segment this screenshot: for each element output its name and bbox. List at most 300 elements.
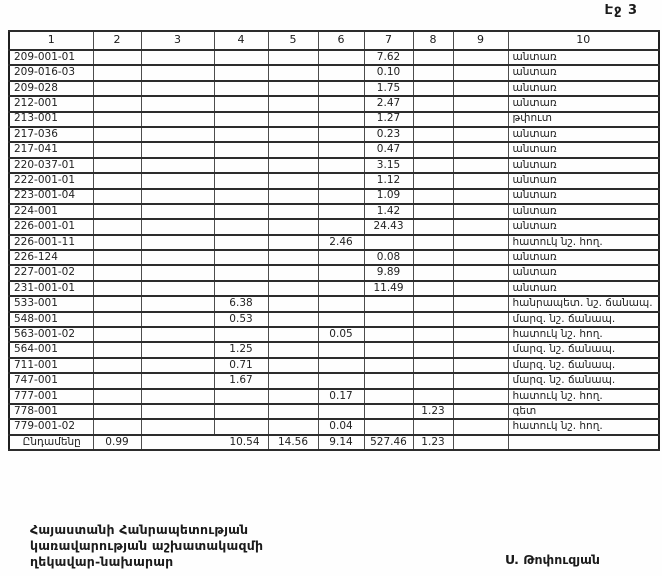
area-value-cell: [93, 127, 141, 142]
area-value-cell: [93, 65, 141, 80]
area-value-cell: [141, 312, 214, 327]
area-value-cell: [141, 296, 214, 311]
land-type-cell: անտառ: [508, 96, 659, 111]
area-value-cell: [318, 173, 364, 188]
area-value-cell: 1.67: [214, 373, 268, 388]
area-value-cell: [141, 373, 214, 388]
area-value-cell: [453, 265, 508, 280]
parcel-row: [9, 81, 659, 96]
area-value-cell: [453, 158, 508, 173]
area-value-cell: [141, 142, 214, 157]
area-value-cell: [318, 127, 364, 142]
area-value-cell: [318, 112, 364, 127]
land-type-cell: հանրապետ. նշ. ճանապ.: [508, 296, 659, 311]
land-type-cell: անտառ: [508, 158, 659, 173]
area-value-cell: [93, 81, 141, 96]
parcel-row: [9, 250, 659, 265]
parcel-row: [9, 112, 659, 127]
area-value-cell: [214, 219, 268, 234]
parcel-row: [9, 189, 659, 204]
area-value-cell: [214, 389, 268, 404]
area-value-cell: [268, 81, 318, 96]
land-type-cell: հատուկ նշ. հող.: [508, 235, 659, 250]
parcel-row: [9, 389, 659, 404]
area-value-cell: [93, 265, 141, 280]
land-type-cell: անտառ: [508, 50, 659, 65]
area-value-cell: [214, 173, 268, 188]
area-value-cell: [453, 312, 508, 327]
area-value-cell: [318, 142, 364, 157]
area-value-cell: [214, 235, 268, 250]
parcel-row: [9, 312, 659, 327]
area-value-cell: [141, 389, 214, 404]
parcel-row: [9, 96, 659, 111]
land-parcels-table: [8, 30, 660, 451]
area-value-cell: [214, 127, 268, 142]
total-value-cell: [453, 435, 508, 450]
area-value-cell: [214, 112, 268, 127]
area-value-cell: [141, 281, 214, 296]
area-value-cell: [364, 389, 413, 404]
area-value-cell: [453, 404, 508, 419]
area-value-cell: [413, 281, 453, 296]
total-value-cell: 14.56: [268, 435, 318, 450]
area-value-cell: [318, 281, 364, 296]
area-value-cell: 1.25: [214, 342, 268, 357]
area-value-cell: [413, 250, 453, 265]
area-value-cell: [268, 358, 318, 373]
parcel-row: [9, 127, 659, 142]
area-value-cell: [268, 65, 318, 80]
area-value-cell: [93, 112, 141, 127]
total-value-cell: 9.14: [318, 435, 364, 450]
signature-name: Ս. Թոփուզյան: [505, 552, 600, 567]
area-value-cell: [93, 235, 141, 250]
area-value-cell: [93, 281, 141, 296]
area-value-cell: [453, 342, 508, 357]
area-value-cell: [268, 419, 318, 434]
area-value-cell: [141, 342, 214, 357]
parcel-row: [9, 419, 659, 434]
area-value-cell: [268, 158, 318, 173]
area-value-cell: [453, 204, 508, 219]
area-value-cell: [93, 250, 141, 265]
area-value-cell: [214, 250, 268, 265]
area-value-cell: [364, 296, 413, 311]
area-value-cell: [141, 404, 214, 419]
area-value-cell: [214, 189, 268, 204]
area-value-cell: [413, 50, 453, 65]
area-value-cell: [453, 235, 508, 250]
parcel-code-cell: 779-001-02: [9, 419, 93, 434]
parcel-code-cell: 548-001: [9, 312, 93, 327]
area-value-cell: [141, 419, 214, 434]
parcel-code-cell: 227-001-02: [9, 265, 93, 280]
land-type-cell: անտառ: [508, 219, 659, 234]
parcel-code-cell: 778-001: [9, 404, 93, 419]
area-value-cell: [318, 219, 364, 234]
area-value-cell: [364, 419, 413, 434]
area-value-cell: 0.05: [318, 327, 364, 342]
area-value-cell: [214, 265, 268, 280]
parcel-row: [9, 373, 659, 388]
area-value-cell: [214, 404, 268, 419]
land-type-cell: հատուկ նշ. հող.: [508, 419, 659, 434]
area-value-cell: [93, 327, 141, 342]
area-value-cell: [93, 142, 141, 157]
area-value-cell: [413, 189, 453, 204]
area-value-cell: [141, 65, 214, 80]
area-value-cell: [268, 250, 318, 265]
area-value-cell: [413, 296, 453, 311]
area-value-cell: [453, 219, 508, 234]
area-value-cell: [453, 142, 508, 157]
area-value-cell: [364, 404, 413, 419]
area-value-cell: [318, 96, 364, 111]
parcel-code-cell: 222-001-01: [9, 173, 93, 188]
area-value-cell: [318, 342, 364, 357]
parcel-row: [9, 358, 659, 373]
parcel-row: [9, 158, 659, 173]
area-value-cell: [453, 173, 508, 188]
area-value-cell: [93, 342, 141, 357]
area-value-cell: [413, 112, 453, 127]
land-type-cell: անտառ: [508, 189, 659, 204]
area-value-cell: [453, 50, 508, 65]
area-value-cell: [364, 327, 413, 342]
area-value-cell: [141, 50, 214, 65]
area-value-cell: [318, 65, 364, 80]
area-value-cell: [453, 65, 508, 80]
area-value-cell: [141, 204, 214, 219]
area-value-cell: [214, 50, 268, 65]
land-type-cell: անտառ: [508, 265, 659, 280]
area-value-cell: [141, 81, 214, 96]
area-value-cell: [268, 235, 318, 250]
area-value-cell: [453, 96, 508, 111]
parcel-row: [9, 50, 659, 65]
area-value-cell: [93, 373, 141, 388]
area-value-cell: [214, 142, 268, 157]
land-type-cell: գետ: [508, 404, 659, 419]
area-value-cell: [93, 204, 141, 219]
area-value-cell: [413, 142, 453, 157]
area-value-cell: [413, 127, 453, 142]
column-header: 6: [318, 31, 364, 50]
parcel-row: [9, 65, 659, 80]
land-type-cell: մարզ. նշ. ճանապ.: [508, 312, 659, 327]
land-type-cell: անտառ: [508, 127, 659, 142]
area-value-cell: 1.75: [364, 81, 413, 96]
area-value-cell: [413, 96, 453, 111]
area-value-cell: [413, 204, 453, 219]
area-value-cell: 0.17: [318, 389, 364, 404]
area-value-cell: [364, 373, 413, 388]
area-value-cell: [413, 81, 453, 96]
area-value-cell: [268, 50, 318, 65]
area-value-cell: [93, 419, 141, 434]
total-value-cell: 10.54: [214, 435, 268, 450]
area-value-cell: [268, 373, 318, 388]
area-value-cell: [141, 358, 214, 373]
area-value-cell: [413, 389, 453, 404]
area-value-cell: [141, 250, 214, 265]
area-value-cell: [141, 235, 214, 250]
area-value-cell: [268, 296, 318, 311]
parcel-code-cell: 226-001-01: [9, 219, 93, 234]
area-value-cell: [93, 219, 141, 234]
area-value-cell: 0.10: [364, 65, 413, 80]
area-value-cell: 7.62: [364, 50, 413, 65]
area-value-cell: [268, 327, 318, 342]
parcel-code-cell: 209-001-01: [9, 50, 93, 65]
area-value-cell: [214, 281, 268, 296]
footer-org-line-1: Հայաստանի Հանրապետության: [30, 522, 249, 537]
total-value-cell: 1.23: [413, 435, 453, 450]
area-value-cell: [413, 173, 453, 188]
parcel-row: [9, 265, 659, 280]
area-value-cell: [268, 219, 318, 234]
area-value-cell: 0.08: [364, 250, 413, 265]
column-header: 2: [93, 31, 141, 50]
total-row: [9, 435, 659, 450]
area-value-cell: [318, 81, 364, 96]
footer-org-line-2: կառավարության աշխատակազմի: [30, 538, 264, 553]
area-value-cell: [453, 127, 508, 142]
area-value-cell: [214, 204, 268, 219]
area-value-cell: [364, 235, 413, 250]
column-header: 10: [508, 31, 659, 50]
area-value-cell: [268, 281, 318, 296]
area-value-cell: [268, 312, 318, 327]
area-value-cell: [413, 342, 453, 357]
parcel-row: [9, 235, 659, 250]
area-value-cell: [453, 281, 508, 296]
parcel-code-cell: 747-001: [9, 373, 93, 388]
area-value-cell: [214, 96, 268, 111]
total-value-cell: [141, 435, 214, 450]
area-value-cell: [413, 65, 453, 80]
land-type-cell: անտառ: [508, 173, 659, 188]
area-value-cell: [318, 204, 364, 219]
area-value-cell: 6.38: [214, 296, 268, 311]
area-value-cell: [214, 419, 268, 434]
column-header: 5: [268, 31, 318, 50]
area-value-cell: [453, 189, 508, 204]
parcel-row: [9, 204, 659, 219]
area-value-cell: [453, 81, 508, 96]
area-value-cell: [268, 173, 318, 188]
land-type-cell: անտառ: [508, 142, 659, 157]
table-header-row: [9, 31, 659, 50]
parcel-code-cell: 563-001-02: [9, 327, 93, 342]
land-type-cell: հատուկ նշ. հող.: [508, 327, 659, 342]
parcel-code-cell: 209-028: [9, 81, 93, 96]
area-value-cell: [318, 373, 364, 388]
land-type-cell: անտառ: [508, 204, 659, 219]
area-value-cell: [453, 327, 508, 342]
area-value-cell: [268, 127, 318, 142]
parcel-code-cell: 226-001-11: [9, 235, 93, 250]
footer-org-line-3: ղեկավար-նախարար: [30, 554, 174, 569]
column-header: 1: [9, 31, 93, 50]
area-value-cell: [93, 50, 141, 65]
column-header: 3: [141, 31, 214, 50]
area-value-cell: [141, 327, 214, 342]
parcel-code-cell: 777-001: [9, 389, 93, 404]
area-value-cell: [268, 189, 318, 204]
parcel-code-cell: 209-016-03: [9, 65, 93, 80]
area-value-cell: [413, 265, 453, 280]
area-value-cell: [413, 358, 453, 373]
area-value-cell: [141, 112, 214, 127]
area-value-cell: [268, 342, 318, 357]
area-value-cell: 11.49: [364, 281, 413, 296]
area-value-cell: 1.12: [364, 173, 413, 188]
parcel-code-cell: 711-001: [9, 358, 93, 373]
area-value-cell: [453, 389, 508, 404]
area-value-cell: [453, 112, 508, 127]
land-type-cell: հատուկ նշ. հող.: [508, 389, 659, 404]
area-value-cell: [93, 358, 141, 373]
parcel-code-cell: 217-036: [9, 127, 93, 142]
area-value-cell: [93, 312, 141, 327]
total-value-cell: 527.46: [364, 435, 413, 450]
parcel-code-cell: 213-001: [9, 112, 93, 127]
area-value-cell: [93, 296, 141, 311]
land-type-cell: թփուտ: [508, 112, 659, 127]
parcel-code-cell: 220-037-01: [9, 158, 93, 173]
parcel-row: [9, 342, 659, 357]
area-value-cell: [364, 358, 413, 373]
area-value-cell: [318, 50, 364, 65]
area-value-cell: [318, 158, 364, 173]
parcel-code-cell: 223-001-04: [9, 189, 93, 204]
area-value-cell: [214, 81, 268, 96]
area-value-cell: [141, 96, 214, 111]
parcel-code-cell: 226-124: [9, 250, 93, 265]
parcel-code-cell: 231-001-01: [9, 281, 93, 296]
area-value-cell: [453, 358, 508, 373]
total-value-cell: [508, 435, 659, 450]
area-value-cell: [413, 327, 453, 342]
area-value-cell: 0.47: [364, 142, 413, 157]
area-value-cell: [318, 265, 364, 280]
total-value-cell: 0.99: [93, 435, 141, 450]
area-value-cell: [318, 404, 364, 419]
area-value-cell: [141, 189, 214, 204]
page-number-label: Էջ 3: [604, 3, 638, 18]
column-header: 4: [214, 31, 268, 50]
area-value-cell: [141, 158, 214, 173]
area-value-cell: [214, 158, 268, 173]
area-value-cell: [268, 404, 318, 419]
area-value-cell: [214, 327, 268, 342]
land-type-cell: մարզ. նշ. ճանապ.: [508, 358, 659, 373]
area-value-cell: 0.04: [318, 419, 364, 434]
parcel-code-cell: 217-041: [9, 142, 93, 157]
area-value-cell: 0.71: [214, 358, 268, 373]
parcel-row: [9, 327, 659, 342]
area-value-cell: [93, 404, 141, 419]
area-value-cell: [268, 96, 318, 111]
area-value-cell: [453, 296, 508, 311]
parcel-code-cell: 212-001: [9, 96, 93, 111]
area-value-cell: [318, 358, 364, 373]
area-value-cell: [453, 373, 508, 388]
area-value-cell: [364, 312, 413, 327]
area-value-cell: [268, 112, 318, 127]
total-label-cell: Ընդամենը: [9, 435, 93, 450]
area-value-cell: [413, 419, 453, 434]
area-value-cell: [268, 265, 318, 280]
land-type-cell: մարզ. նշ. ճանապ.: [508, 373, 659, 388]
area-value-cell: [318, 296, 364, 311]
area-value-cell: [268, 389, 318, 404]
area-value-cell: [141, 219, 214, 234]
parcel-row: [9, 296, 659, 311]
area-value-cell: 2.46: [318, 235, 364, 250]
area-value-cell: [93, 189, 141, 204]
area-value-cell: 3.15: [364, 158, 413, 173]
area-value-cell: [318, 189, 364, 204]
area-value-cell: [318, 250, 364, 265]
area-value-cell: [413, 158, 453, 173]
parcel-code-cell: 533-001: [9, 296, 93, 311]
area-value-cell: [453, 419, 508, 434]
land-type-cell: մարզ. նշ. ճանապ.: [508, 342, 659, 357]
land-type-cell: անտառ: [508, 81, 659, 96]
area-value-cell: [413, 312, 453, 327]
area-value-cell: [93, 158, 141, 173]
footer-signatory-block: [30, 522, 263, 570]
area-value-cell: 1.09: [364, 189, 413, 204]
land-type-cell: անտառ: [508, 281, 659, 296]
area-value-cell: [141, 127, 214, 142]
area-value-cell: [93, 173, 141, 188]
area-value-cell: 0.53: [214, 312, 268, 327]
area-value-cell: [268, 204, 318, 219]
area-value-cell: 1.42: [364, 204, 413, 219]
area-value-cell: [318, 312, 364, 327]
area-value-cell: [93, 389, 141, 404]
area-value-cell: [453, 250, 508, 265]
area-value-cell: [413, 373, 453, 388]
parcel-row: [9, 404, 659, 419]
area-value-cell: [214, 65, 268, 80]
area-value-cell: 0.23: [364, 127, 413, 142]
land-type-cell: անտառ: [508, 65, 659, 80]
area-value-cell: [141, 265, 214, 280]
area-value-cell: 24.43: [364, 219, 413, 234]
parcel-row: [9, 142, 659, 157]
parcel-row: [9, 281, 659, 296]
parcel-row: [9, 173, 659, 188]
area-value-cell: [413, 235, 453, 250]
area-value-cell: [93, 96, 141, 111]
area-value-cell: [141, 173, 214, 188]
land-type-cell: անտառ: [508, 250, 659, 265]
column-header: 9: [453, 31, 508, 50]
area-value-cell: 9.89: [364, 265, 413, 280]
parcel-code-cell: 224-001: [9, 204, 93, 219]
parcel-code-cell: 564-001: [9, 342, 93, 357]
column-header: 8: [413, 31, 453, 50]
area-value-cell: [413, 219, 453, 234]
area-value-cell: 1.27: [364, 112, 413, 127]
area-value-cell: [364, 342, 413, 357]
area-value-cell: 1.23: [413, 404, 453, 419]
